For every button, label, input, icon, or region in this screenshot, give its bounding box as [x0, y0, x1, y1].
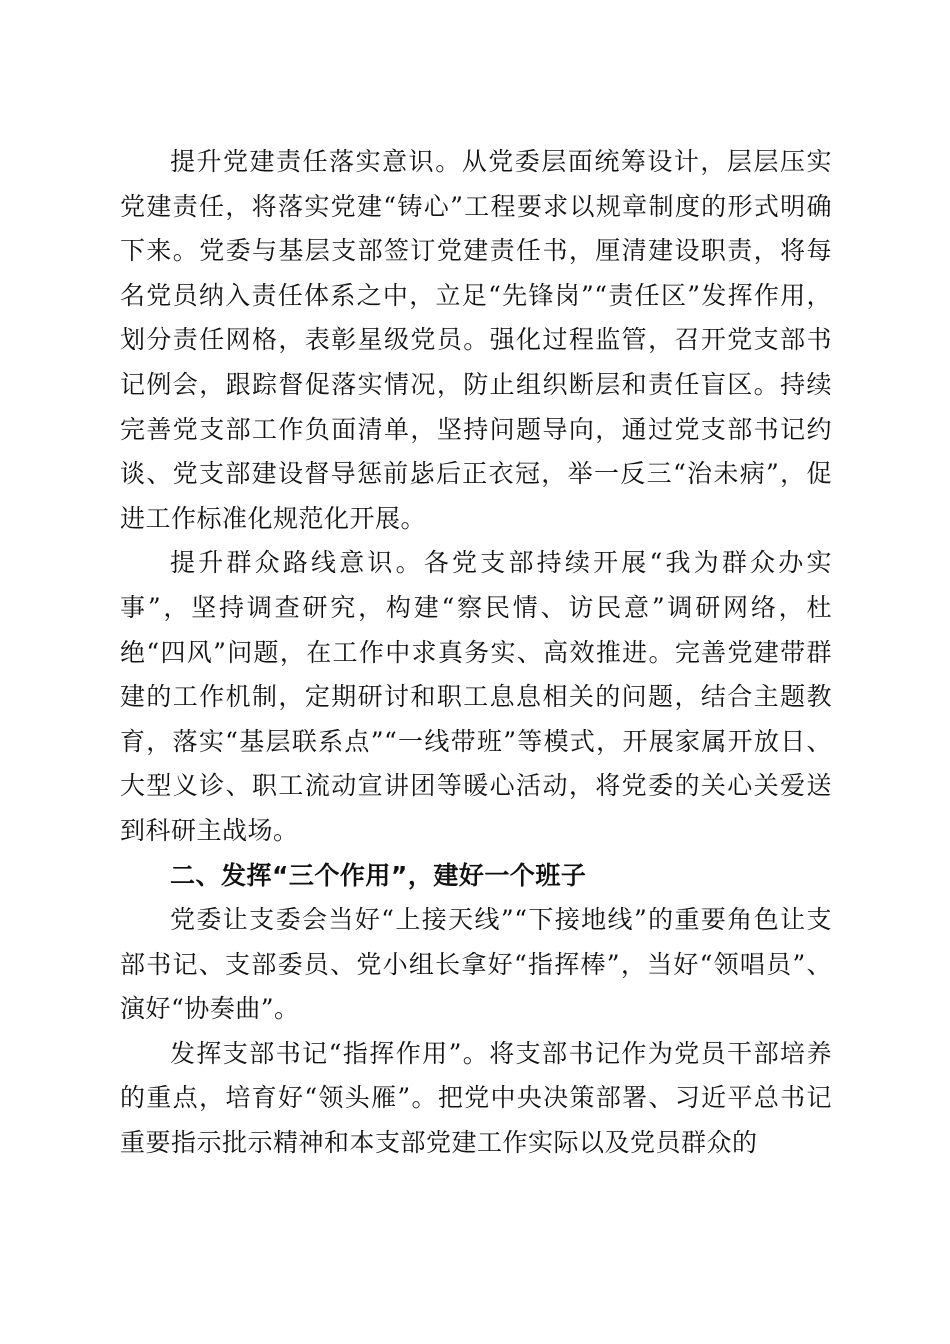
paragraph-party-responsibility: 提升党建责任落实意识。从党委层面统筹设计，层层压实党建责任，将落实党建“铸心”工程要求以规章制度的形式明确下来。党委与基层支部签订党建责任书，厘清建设职责，将每名党员纳入责任体系之中，立足“先锋岗”“责任区”发挥作用，划分责任网格，表彰星级党员。强化过程监管，召开党支部书记例会，跟踪督促落实情况，防止组织断层和责任盲区。持续完善党支部工作负面清单，坚持问题导向，通过党支部书记约谈、党支部建设督导惩前毖后正衣冠，举一反三“治未病”，促进工作标准化规范化开展。 [120, 147, 832, 533]
paragraph-branch-committee-role: 党委让支委会当好“上接天线”“下接地线”的重要角色让支部书记、支部委员、党小组长拿好“指挥棒”，当好“领唱员”、演好“协奏曲”。 [120, 905, 832, 1024]
document-body [120, 140, 832, 1166]
paragraph-mass-line: 提升群众路线意识。各党支部持续开展“我为群众办实事”，坚持调查研究，构建“察民情、访民意”调研网络，杜绝“四风”问题，在工作中求真务实、高效推进。完善党建带群建的工作机制，定期研讨和职工息息相关的问题，结合主题教育，落实“基层联系点”“一线带班”等模式，开展家属开放日、大型义诊、职工流动宣讲团等暖心活动，将党委的关心关爱送到科研主战场。 [120, 548, 832, 845]
paragraph-branch-secretary: 发挥支部书记“指挥作用”。将支部书记作为党员干部培养的重点，培育好“领头雁”。把党中央决策部署、习近平总书记重要指示批示精神和本支部党建工作实际以及党员群众的 [120, 1038, 832, 1158]
section-heading: 二、发挥“三个作用”，建好一个班子 [170, 860, 587, 890]
